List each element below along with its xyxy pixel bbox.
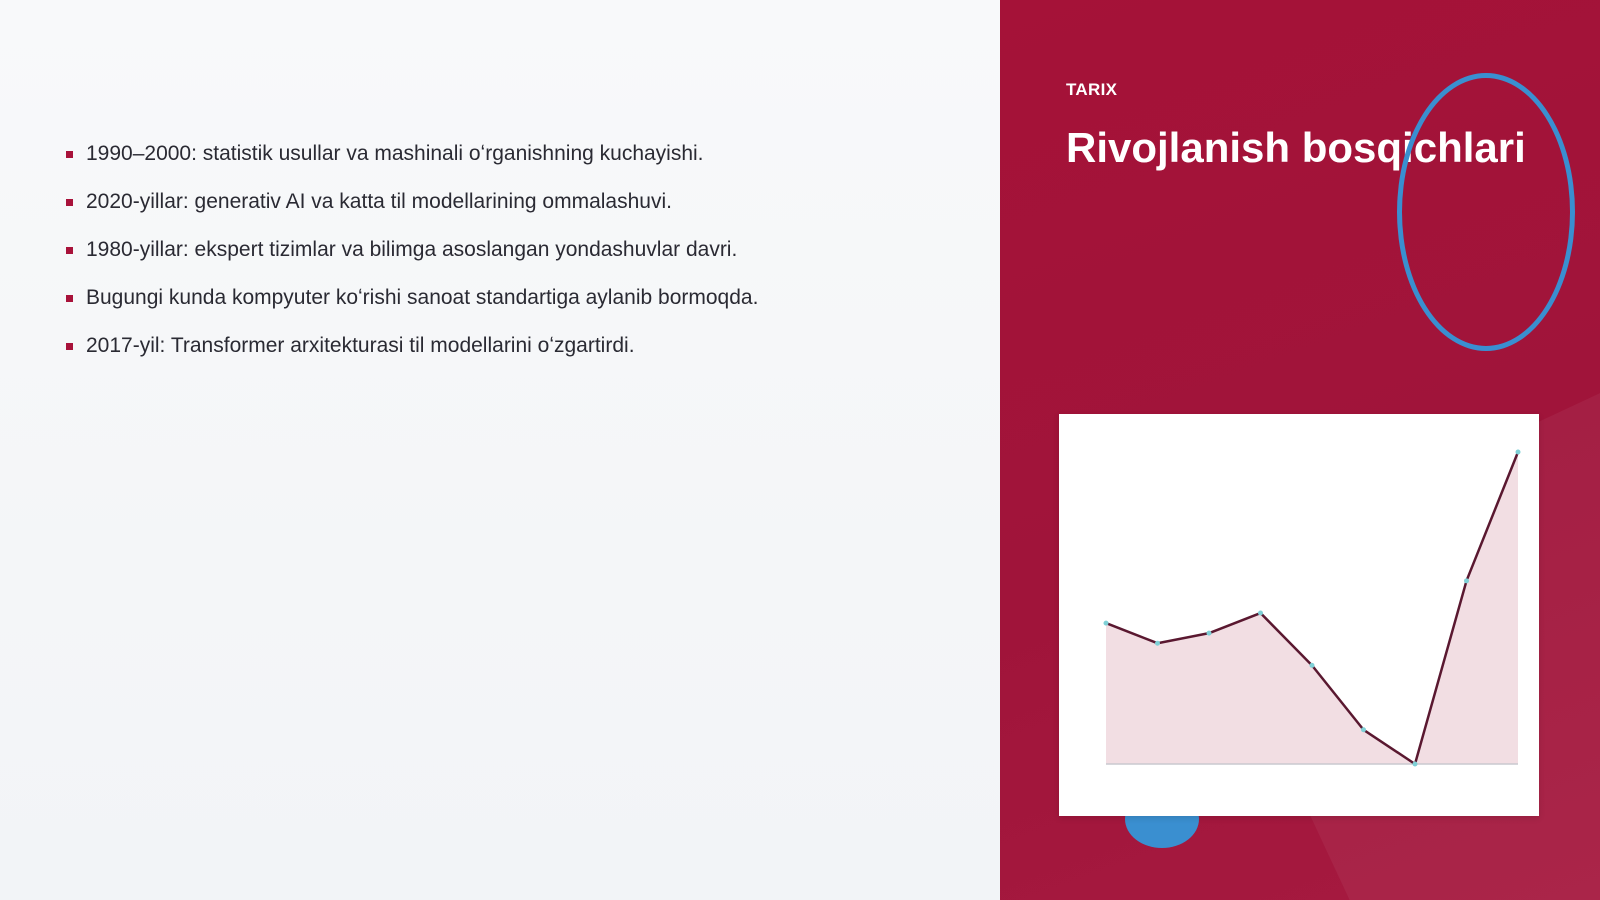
chart-point-9 (1516, 450, 1521, 455)
chart-point-4 (1258, 611, 1263, 616)
area-chart (1059, 414, 1539, 816)
bullet-text: Bugungi kunda kompyuter koʻrishi sanoat standartiga aylanib bormoqda. (86, 286, 759, 309)
list-item (66, 234, 758, 282)
bullet-text: 1990–2000: statistik usullar va mashinali oʻrganishning kuchayishi. (86, 142, 704, 165)
chart-card (1059, 414, 1539, 816)
bullet-square-icon (66, 151, 73, 158)
bullet-text: 2020-yillar: generativ AI va katta til modellarining ommalashuvi. (86, 190, 672, 213)
slide-title: Rivojlanish bosqichlari (1066, 124, 1526, 171)
chart-point-3 (1207, 631, 1212, 636)
bullet-text: 2017-yil: Transformer arxitekturasi til modellarini oʻzgartirdi. (86, 334, 635, 357)
chart-point-7 (1413, 762, 1418, 767)
chart-point-1 (1104, 621, 1109, 626)
bullet-text: 1980-yillar: ekspert tizimlar va bilimga asoslangan yondashuvlar davri. (86, 238, 738, 261)
bullet-square-icon (66, 343, 73, 350)
bullet-square-icon (66, 295, 73, 302)
chart-point-8 (1464, 578, 1469, 583)
decorative-ring (1397, 73, 1575, 351)
list-item (66, 282, 758, 330)
chart-area-fill (1106, 452, 1518, 764)
bullet-list (66, 138, 758, 378)
list-item (66, 138, 758, 186)
list-item (66, 330, 758, 378)
bullet-square-icon (66, 247, 73, 254)
chart-point-2 (1155, 641, 1160, 646)
chart-point-5 (1310, 663, 1315, 668)
chart-point-6 (1361, 727, 1366, 732)
title-panel (1000, 0, 1600, 900)
section-eyebrow: TARIX (1066, 80, 1118, 99)
bullet-square-icon (66, 199, 73, 206)
list-item (66, 186, 758, 234)
